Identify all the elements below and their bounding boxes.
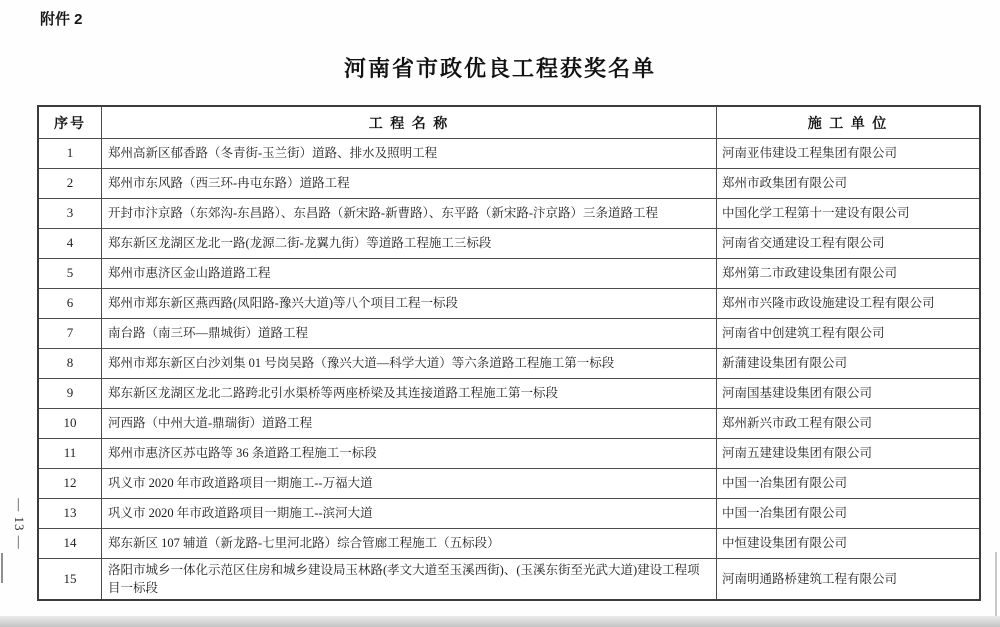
row-project-name: 郑州高新区郁香路（冬青街-玉兰街）道路、排水及照明工程: [102, 139, 717, 169]
table-row: [38, 409, 980, 439]
row-index: 3: [38, 199, 102, 229]
table-row: [38, 169, 980, 199]
row-construction-unit: 郑州市政集团有限公司: [717, 169, 981, 199]
row-construction-unit: 河南国基建设集团有限公司: [717, 379, 981, 409]
table-header: [38, 106, 980, 139]
row-construction-unit: 郑州第二市政建设集团有限公司: [717, 259, 981, 289]
row-construction-unit: 河南省交通建设工程有限公司: [717, 229, 981, 259]
row-project-name: 巩义市 2020 年市政道路项目一期施工--滨河大道: [102, 499, 717, 529]
row-index: 4: [38, 229, 102, 259]
row-project-name: 郑东新区 107 辅道（新龙路-七里河北路）综合管廊工程施工（五标段）: [102, 529, 717, 559]
table-row: [38, 559, 980, 601]
row-project-name: 郑州市东风路（西三环-冉屯东路）道路工程: [102, 169, 717, 199]
row-index: 2: [38, 169, 102, 199]
row-project-name: 郑东新区龙湖区龙北一路(龙源二街-龙翼九街）等道路工程施工三标段: [102, 229, 717, 259]
page-title: 河南省市政优良工程获奖名单: [343, 56, 656, 81]
row-construction-unit: 河南亚伟建设工程集团有限公司: [717, 139, 981, 169]
award-table: [37, 105, 981, 601]
row-index: 9: [38, 379, 102, 409]
row-project-name: 郑东新区龙湖区龙北二路跨北引水渠桥等两座桥梁及其连接道路工程施工第一标段: [102, 379, 717, 409]
table-body: [38, 139, 980, 601]
page-number: — 13 —: [12, 498, 27, 550]
row-project-name: 开封市汴京路（东郊沟-东昌路）、东昌路（新宋路-新曹路）、东平路（新宋路-汴京路）三条道路工程: [102, 199, 717, 229]
row-index: 7: [38, 319, 102, 349]
row-index: 5: [38, 259, 102, 289]
row-construction-unit: 中恒建设集团有限公司: [717, 529, 981, 559]
row-construction-unit: 河南明通路桥建筑工程有限公司: [717, 559, 981, 601]
table-row: [38, 259, 980, 289]
row-index: 14: [38, 529, 102, 559]
table-row: [38, 349, 980, 379]
row-project-name: 郑州市惠济区金山路道路工程: [102, 259, 717, 289]
row-construction-unit: 河南省中创建筑工程有限公司: [717, 319, 981, 349]
row-index: 6: [38, 289, 102, 319]
row-index: 8: [38, 349, 102, 379]
header-index: 序号: [38, 106, 102, 139]
table-row: [38, 439, 980, 469]
table-row: [38, 469, 980, 499]
row-index: 11: [38, 439, 102, 469]
row-construction-unit: 河南五建建设集团有限公司: [717, 439, 981, 469]
row-index: 13: [38, 499, 102, 529]
table-row: [38, 139, 980, 169]
row-construction-unit: 郑州新兴市政工程有限公司: [717, 409, 981, 439]
row-project-name: 洛阳市城乡一体化示范区住房和城乡建设局玉林路(孝文大道至玉溪西街)、(玉溪东街至光武大道)建设工程项目一标段: [102, 559, 717, 601]
table-row: [38, 499, 980, 529]
table-row: [38, 379, 980, 409]
table-row: [38, 319, 980, 349]
row-index: 1: [38, 139, 102, 169]
row-project-name: 郑州市郑东新区白沙刘集 01 号岗吴路（豫兴大道—科学大道）等六条道路工程施工第一标段: [102, 349, 717, 379]
row-project-name: 南台路（南三环—鼎城街）道路工程: [102, 319, 717, 349]
row-index: 15: [38, 559, 102, 601]
scan-edge-mark-left: [1, 553, 3, 583]
table-row: [38, 199, 980, 229]
row-project-name: 河西路（中州大道-鼎瑞街）道路工程: [102, 409, 717, 439]
table-row: [38, 289, 980, 319]
row-project-name: 郑州市惠济区苏屯路等 36 条道路工程施工一标段: [102, 439, 717, 469]
scan-edge-mark-right: [995, 552, 997, 616]
header-construction-unit: 施 工 单 位: [717, 106, 981, 139]
table-row: [38, 229, 980, 259]
row-index: 10: [38, 409, 102, 439]
row-construction-unit: 郑州市兴隆市政设施建设工程有限公司: [717, 289, 981, 319]
row-index: 12: [38, 469, 102, 499]
attachment-label: 附件 2: [40, 11, 83, 28]
row-project-name: 巩义市 2020 年市政道路项目一期施工--万福大道: [102, 469, 717, 499]
row-project-name: 郑州市郑东新区燕西路(凤阳路-豫兴大道)等八个项目工程一标段: [102, 289, 717, 319]
header-project-name: 工 程 名 称: [102, 106, 717, 139]
row-construction-unit: 中国一冶集团有限公司: [717, 499, 981, 529]
table-row: [38, 529, 980, 559]
row-construction-unit: 中国一冶集团有限公司: [717, 469, 981, 499]
row-construction-unit: 中国化学工程第十一建设有限公司: [717, 199, 981, 229]
table-header-row: [38, 106, 980, 139]
row-construction-unit: 新蒲建设集团有限公司: [717, 349, 981, 379]
scan-edge-bottom: [0, 616, 1000, 627]
